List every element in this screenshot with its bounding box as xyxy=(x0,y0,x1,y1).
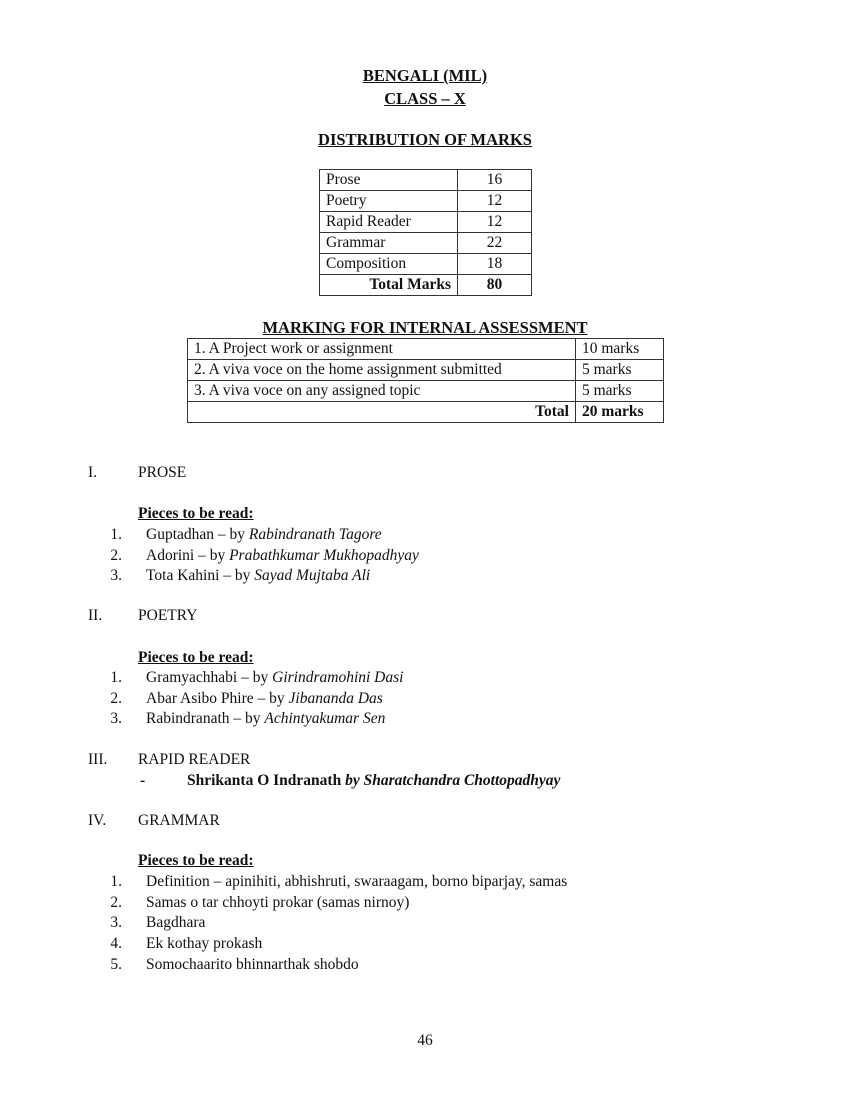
table-row xyxy=(188,381,664,402)
item-text: Samas o tar chhoyti prokar (samas nirnoy) xyxy=(146,894,410,911)
section-numeral: II. xyxy=(88,607,103,624)
table-cell: 5 marks xyxy=(576,360,664,381)
total-value: 80 xyxy=(458,275,532,296)
item-author: Girindramohini Dasi xyxy=(272,669,404,686)
table-cell: 16 xyxy=(458,170,532,191)
total-label: Total Marks xyxy=(320,275,458,296)
item-text: Gramyachhabi – by xyxy=(146,669,273,686)
section-numeral: IV. xyxy=(88,812,107,829)
item-number: 1. xyxy=(110,873,122,890)
table-cell: 1. A Project work or assignment xyxy=(188,339,576,360)
table-cell: Composition xyxy=(320,254,458,275)
section-title-prose: PROSE xyxy=(138,464,187,481)
page-number: 46 xyxy=(417,1032,433,1049)
item-text: Somochaarito bhinnarthak shobdo xyxy=(146,956,359,973)
item-number: 3. xyxy=(110,710,122,727)
item-text: Rabindranath – by xyxy=(146,710,265,727)
item-text: Definition – apinihiti, abhishruti, swaraagam, borno biparjay, samas xyxy=(146,873,568,890)
item-text: Abar Asibo Phire – by xyxy=(146,690,289,707)
item-author: Rabindranath Tagore xyxy=(248,526,382,543)
item-text: Ek kothay prokash xyxy=(146,935,263,952)
item-number: 3. xyxy=(110,914,122,931)
table-row xyxy=(320,254,532,275)
table-cell: 22 xyxy=(458,233,532,254)
class-title: CLASS – X xyxy=(384,89,466,108)
total-value: 20 marks xyxy=(576,402,664,423)
table-total-row xyxy=(188,402,664,423)
table-cell: 12 xyxy=(458,212,532,233)
section-title-grammar: GRAMMAR xyxy=(138,812,220,829)
table-row xyxy=(320,170,532,191)
pieces-heading: Pieces to be read: xyxy=(138,852,254,869)
pieces-heading: Pieces to be read: xyxy=(138,505,254,522)
table-cell: Rapid Reader xyxy=(320,212,458,233)
item-text: Tota Kahini – by xyxy=(146,567,255,584)
item-author: Achintyakumar Sen xyxy=(264,710,386,727)
book-title: Shrikanta O Indranath xyxy=(187,772,342,789)
rapid-dash: - xyxy=(140,772,146,789)
item-number: 2. xyxy=(110,690,122,707)
table-cell: 2. A viva voce on the home assignment submitted xyxy=(188,360,576,381)
internal-table xyxy=(187,338,664,423)
item-number: 2. xyxy=(110,894,122,911)
table-cell: 5 marks xyxy=(576,381,664,402)
item-author: Sayad Mujtaba Ali xyxy=(254,567,371,584)
table-cell: Prose xyxy=(320,170,458,191)
section-title-poetry: POETRY xyxy=(138,607,198,624)
table-cell: Grammar xyxy=(320,233,458,254)
table-row xyxy=(188,360,664,381)
distribution-table xyxy=(319,169,532,296)
pieces-heading: Pieces to be read: xyxy=(138,649,254,666)
item-author: Jibananda Das xyxy=(288,690,383,707)
item-text: Adorini – by xyxy=(146,547,230,564)
table-total-row xyxy=(320,275,532,296)
table-row xyxy=(320,191,532,212)
table-cell: Poetry xyxy=(320,191,458,212)
item-number: 5. xyxy=(110,956,122,973)
section-numeral: III. xyxy=(88,751,108,768)
table-cell: 3. A viva voce on any assigned topic xyxy=(188,381,576,402)
total-label: Total xyxy=(188,402,576,423)
item-number: 3. xyxy=(110,567,122,584)
section-title-rapid-reader: RAPID READER xyxy=(138,751,251,768)
item-number: 1. xyxy=(110,526,122,543)
table-row xyxy=(320,212,532,233)
table-row xyxy=(188,339,664,360)
item-text: Bagdhara xyxy=(146,914,206,931)
item-author: Prabathkumar Mukhopadhyay xyxy=(229,547,419,564)
item-number: 4. xyxy=(110,935,122,952)
table-cell: 18 xyxy=(458,254,532,275)
table-cell: 10 marks xyxy=(576,339,664,360)
book-author: by Sharatchandra Chottopadhyay xyxy=(345,772,561,789)
page-title: BENGALI (MIL) xyxy=(362,66,488,85)
item-number: 2. xyxy=(110,547,122,564)
item-number: 1. xyxy=(110,669,122,686)
table-cell: 12 xyxy=(458,191,532,212)
item-text: Guptadhan – by xyxy=(146,526,249,543)
rapid-reader-entry xyxy=(187,772,560,790)
section-numeral: I. xyxy=(88,464,98,481)
table-row xyxy=(320,233,532,254)
distribution-heading: DISTRIBUTION OF MARKS xyxy=(318,130,532,149)
internal-heading: MARKING FOR INTERNAL ASSESSMENT xyxy=(262,318,588,337)
